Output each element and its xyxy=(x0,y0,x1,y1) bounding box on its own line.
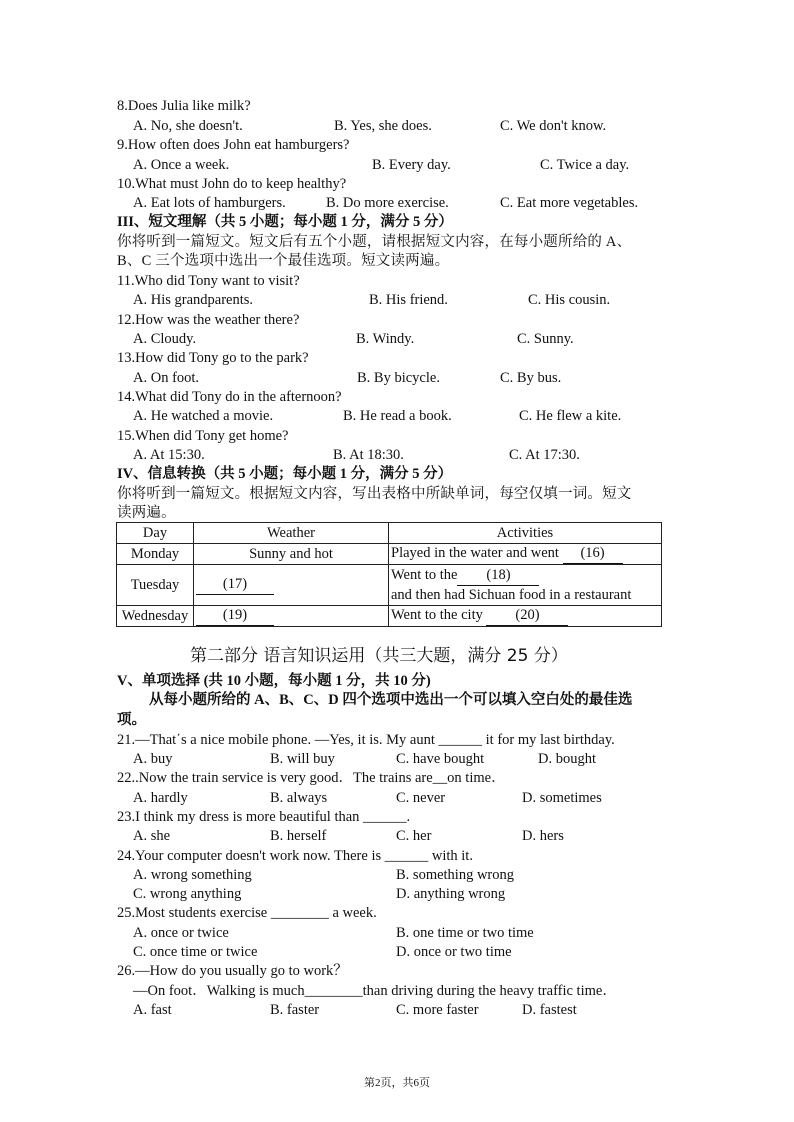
table-row xyxy=(117,565,662,606)
option-c: C. once time or twice xyxy=(133,944,258,960)
option-b: B. one time or two time xyxy=(396,925,534,941)
option-c: C. never xyxy=(396,790,446,806)
option-c: C. wrong anything xyxy=(133,886,242,902)
table-row xyxy=(117,606,662,627)
option-c: C. Sunny. xyxy=(517,331,574,347)
question-stem: 9.How often does John eat hamburgers? xyxy=(117,137,350,153)
question-stem: 25.Most students exercise ________ a week. xyxy=(117,905,377,921)
table-cell: Monday xyxy=(117,544,194,565)
answer-blank[interactable]: (19) xyxy=(196,606,274,626)
question-stem: 13.How did Tony go to the park? xyxy=(117,350,309,366)
option-d: D. hers xyxy=(522,828,564,844)
answer-blank[interactable]: (20) xyxy=(486,606,568,626)
question-stem: 26.—How do you usually go to work？ xyxy=(117,963,348,979)
option-b: B. He read a book. xyxy=(343,408,452,424)
option-c: C. By bus. xyxy=(500,370,562,386)
table-cell: Tuesday xyxy=(117,565,194,606)
question-stem: 15.When did Tony get home? xyxy=(117,428,289,444)
option-a: A. Eat lots of hamburgers. xyxy=(133,195,286,211)
option-c: C. His cousin. xyxy=(528,292,611,308)
section-instructions: 你将听到一篇短文。短文后有五个小题，请根据短文内容，在每小题所给的 A、 xyxy=(117,234,632,250)
option-b: B. By bicycle. xyxy=(357,370,440,386)
section-instructions: 你将听到一篇短文。根据短文内容，写出表格中所缺单词，每空仅填一词。短文 xyxy=(117,486,632,502)
option-a: A. wrong something xyxy=(133,867,252,883)
option-d: D. once or two time xyxy=(396,944,512,960)
question-stem: 24.Your computer doesn't work now. There is ______ with it. xyxy=(117,848,473,864)
page-number: 第2页，共6页 xyxy=(364,1077,430,1089)
option-d: D. fastest xyxy=(522,1002,577,1018)
option-d: D. sometimes xyxy=(522,790,602,806)
option-b: B. Do more exercise. xyxy=(326,195,449,211)
table-header: Day xyxy=(117,523,194,544)
option-a: A. hardly xyxy=(133,790,188,806)
answer-blank[interactable]: (16) xyxy=(563,544,623,564)
option-a: A. No, she doesn't. xyxy=(133,118,243,134)
question-stem: 21.—That΄s a nice mobile phone. —Yes, it is. My aunt ______ it for my last birthday. xyxy=(117,732,615,748)
option-b: B. will buy xyxy=(270,751,335,767)
option-c: C. We don't know. xyxy=(500,118,607,134)
option-c: C. her xyxy=(396,828,432,844)
table-header: Weather xyxy=(194,523,389,544)
option-a: A. buy xyxy=(133,751,173,767)
section-heading: III、短文理解（共 5 小题；每小题 1 分，满分 5 分） xyxy=(117,214,453,230)
answer-blank[interactable]: (17) xyxy=(196,575,274,595)
option-a: A. once or twice xyxy=(133,925,229,941)
option-b: B. His friend. xyxy=(369,292,448,308)
section-instructions: 项。 xyxy=(117,712,146,728)
option-b: B. herself xyxy=(270,828,327,844)
cell-text: Played in the water and went xyxy=(391,545,559,561)
table-cell: Wednesday xyxy=(117,606,194,627)
option-a: A. His grandparents. xyxy=(133,292,254,308)
table-row xyxy=(117,544,662,565)
table-cell xyxy=(194,606,389,627)
option-a: A. Once a week. xyxy=(133,157,230,173)
part-title: 第二部分 语言知识运用（共三大题，满分 25 分） xyxy=(190,646,568,666)
section-instructions: B、C 三个选项中选出一个最佳选项。短文读两遍。 xyxy=(117,253,450,269)
option-b: B. At 18:30. xyxy=(333,447,404,463)
table-cell xyxy=(389,606,662,627)
answer-blank[interactable]: (18) xyxy=(457,566,539,586)
option-d: D. anything wrong xyxy=(396,886,506,902)
cell-text: and then had Sichuan food in a restaurant xyxy=(391,586,632,603)
section-heading: IV、信息转换（共 5 小题；每小题 1 分，满分 5 分） xyxy=(117,466,453,482)
option-a: A. Cloudy. xyxy=(133,331,197,347)
option-b: B. always xyxy=(270,790,328,806)
question-stem: 14.What did Tony do in the afternoon? xyxy=(117,389,342,405)
table-cell xyxy=(389,544,662,565)
option-c: C. Eat more vegetables. xyxy=(500,195,639,211)
option-a: A. At 15:30. xyxy=(133,447,205,463)
option-a: A. He watched a movie. xyxy=(133,408,274,424)
section-instructions: 从每小题所给的 A、B、C、D 四个选项中选出一个可以填入空白处的最佳选 xyxy=(149,692,633,708)
table-cell xyxy=(194,565,389,606)
option-b: B. Windy. xyxy=(356,331,415,347)
option-c: C. have bought xyxy=(396,751,485,767)
question-stem: 8.Does Julia like milk? xyxy=(117,98,251,114)
option-a: A. fast xyxy=(133,1002,172,1018)
option-a: A. she xyxy=(133,828,171,844)
table-cell xyxy=(389,565,662,606)
table-cell: Sunny and hot xyxy=(194,544,389,565)
option-b: B. faster xyxy=(270,1002,320,1018)
info-table xyxy=(116,522,662,627)
section-heading: V、单项选择 (共 10 小题，每小题 1 分，共 10 分) xyxy=(117,673,431,689)
option-c: C. He flew a kite. xyxy=(519,408,622,424)
section-instructions: 读两遍。 xyxy=(117,505,176,521)
option-b: B. Every day. xyxy=(372,157,451,173)
table-header: Activities xyxy=(389,523,662,544)
cell-text: Went to the xyxy=(391,566,458,583)
question-stem: 12.How was the weather there? xyxy=(117,312,300,328)
option-b: B. something wrong xyxy=(396,867,515,883)
question-stem: 22..Now the train service is very good．The trains are__on time． xyxy=(117,770,506,786)
question-stem: 11.Who did Tony want to visit? xyxy=(117,273,300,289)
option-b: B. Yes, she does. xyxy=(334,118,432,134)
question-stem: 10.What must John do to keep healthy? xyxy=(117,176,347,192)
cell-text: Went to the city xyxy=(391,607,483,623)
option-c: C. more faster xyxy=(396,1002,479,1018)
question-stem-continued: —On foot．Walking is much________than driving during the heavy traffic time． xyxy=(133,983,617,999)
option-c: C. At 17:30. xyxy=(509,447,580,463)
question-stem: 23.I think my dress is more beautiful than ______. xyxy=(117,809,411,825)
option-a: A. On foot. xyxy=(133,370,200,386)
option-c: C. Twice a day. xyxy=(540,157,630,173)
option-d: D. bought xyxy=(538,751,596,767)
